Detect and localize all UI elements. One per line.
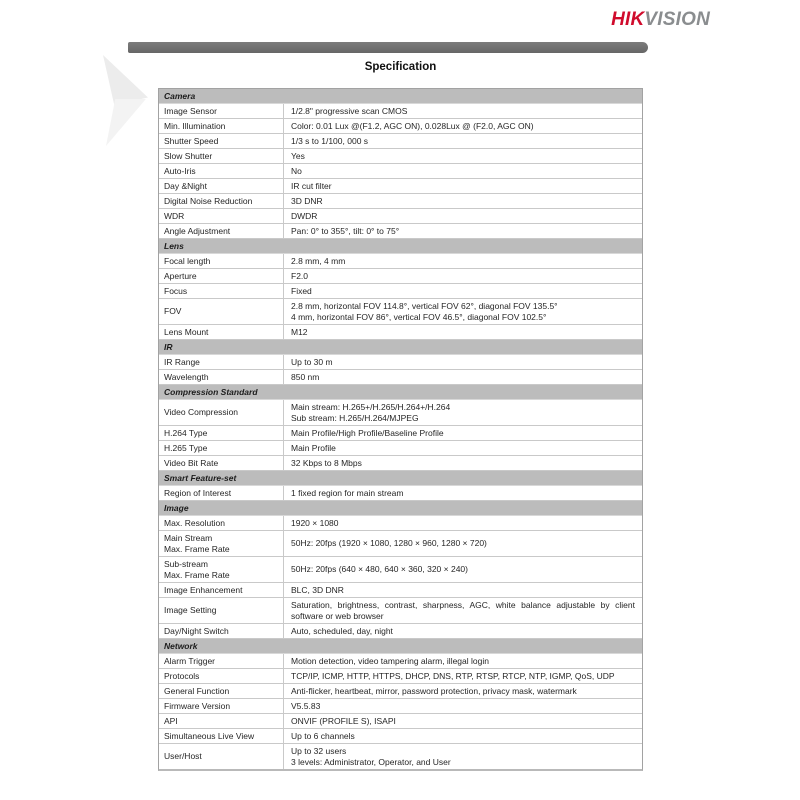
spec-value-line: Auto, scheduled, day, night [291, 625, 393, 636]
spec-value [284, 684, 642, 698]
spec-value-line: Main stream: H.265+/H.265/H.264+/H.264 [291, 401, 451, 412]
spec-label [159, 669, 284, 683]
spec-label-line: Video Bit Rate [164, 457, 219, 468]
spec-label-line: WDR [164, 210, 185, 221]
spec-value-line: Saturation, brightness, contrast, sharpness, AGC, white balance adjustable by client software or web browser [291, 599, 635, 621]
spec-label-line: Protocols [164, 670, 200, 681]
spec-row-main-stream [159, 531, 642, 557]
spec-value-line: 1 fixed region for main stream [291, 487, 404, 498]
spec-label-line: User/Host [164, 751, 202, 761]
spec-value [284, 104, 642, 118]
spec-value [284, 164, 642, 178]
spec-value [284, 669, 642, 683]
spec-row-video-compression [159, 400, 642, 426]
hikvision-logo [611, 9, 710, 31]
spec-label [159, 325, 284, 339]
spec-label [159, 557, 284, 582]
spec-value-line: IR cut filter [291, 180, 332, 191]
spec-label-line: Focal length [164, 255, 211, 266]
spec-label [159, 714, 284, 728]
section-header-image: Image [159, 501, 642, 516]
spec-label-line: IR Range [164, 356, 200, 367]
spec-value [284, 194, 642, 208]
spec-label [159, 355, 284, 369]
spec-label [159, 370, 284, 384]
watermark-shape-icon [103, 55, 148, 105]
spec-label [159, 149, 284, 163]
section-header-smart-feature-set: Smart Feature-set [159, 471, 642, 486]
spec-value-line: 1/3 s to 1/100, 000 s [291, 135, 369, 146]
spec-value-line: 2.8 mm, horizontal FOV 114.8°, vertical FOV 62°, diagonal FOV 135.5° [291, 300, 558, 311]
spec-label-line: H.265 Type [164, 442, 208, 453]
spec-value [284, 370, 642, 384]
spec-value-line: Yes [291, 150, 305, 161]
spec-label [159, 104, 284, 118]
page-title: Specification [364, 61, 437, 73]
spec-row-simultaneous-live-view [159, 729, 642, 744]
spec-value-line: 32 Kbps to 8 Mbps [291, 457, 362, 468]
spec-label-line: Region of Interest [164, 487, 232, 498]
spec-value-line: 3 levels: Administrator, Operator, and User [291, 756, 451, 767]
spec-row-image-setting [159, 598, 642, 624]
spec-row-h-264-type [159, 426, 642, 441]
spec-value-line: BLC, 3D DNR [291, 584, 344, 595]
spec-value [284, 714, 642, 728]
spec-label [159, 179, 284, 193]
spec-label [159, 426, 284, 440]
spec-value-line: Main Profile/High Profile/Baseline Profile [291, 427, 444, 438]
spec-label-line: H.264 Type [164, 427, 208, 438]
section-header-camera: Camera [159, 89, 642, 104]
spec-label [159, 209, 284, 223]
spec-value [284, 531, 642, 556]
spec-row-user-host [159, 744, 642, 769]
spec-label [159, 119, 284, 133]
spec-row-ir-range [159, 355, 642, 370]
spec-label-line: Max. Resolution [164, 517, 225, 528]
spec-label [159, 516, 284, 530]
spec-row-alarm-trigger [159, 654, 642, 669]
spec-label-line: Digital Noise Reduction [164, 195, 253, 206]
spec-row-image-sensor [159, 104, 642, 119]
spec-label-line: Simultaneous Live View [164, 730, 255, 741]
spec-label-line: Focus [164, 285, 188, 296]
spec-row-max-resolution [159, 516, 642, 531]
spec-value-line: Fixed [291, 285, 312, 296]
logo-hik-text: HIK [611, 9, 645, 30]
spec-label [159, 624, 284, 638]
spec-row-h-265-type [159, 441, 642, 456]
spec-value [284, 284, 642, 298]
spec-value-line: Pan: 0° to 355°, tilt: 0° to 75° [291, 225, 400, 236]
spec-label [159, 486, 284, 500]
spec-label [159, 684, 284, 698]
spec-value-line: 1920 × 1080 [291, 517, 339, 528]
spec-value [284, 699, 642, 713]
spec-row-slow-shutter [159, 149, 642, 164]
spec-label [159, 400, 284, 425]
spec-label [159, 269, 284, 283]
spec-value-line: Anti-flicker, heartbeat, mirror, password protection, privacy mask, watermark [291, 685, 577, 696]
spec-value [284, 299, 642, 324]
spec-row-day-night [159, 179, 642, 194]
spec-value [284, 209, 642, 223]
spec-row-region-of-interest [159, 486, 642, 501]
spec-value-line: 3D DNR [291, 195, 323, 206]
spec-value-line: 4 mm, horizontal FOV 86°, vertical FOV 46.5°, diagonal FOV 102.5° [291, 311, 547, 322]
spec-value-line: 50Hz: 20fps (640 × 480, 640 × 360, 320 × 240) [291, 564, 468, 574]
spec-label-line: Image Setting [164, 605, 217, 615]
spec-label [159, 583, 284, 597]
spec-label-line: Min. Illumination [164, 120, 226, 131]
spec-value-line: Motion detection, video tampering alarm, illegal login [291, 655, 489, 666]
spec-label [159, 598, 284, 623]
spec-label-line: Sub-stream [164, 558, 208, 569]
spec-value [284, 441, 642, 455]
spec-label-line: Angle Adjustment [164, 225, 231, 236]
spec-label-line: FOV [164, 306, 182, 316]
spec-value [284, 486, 642, 500]
spec-label-line: Shutter Speed [164, 135, 219, 146]
spec-row-api [159, 714, 642, 729]
spec-value [284, 400, 642, 425]
spec-value-line: Sub stream: H.265/H.264/MJPEG [291, 412, 419, 423]
spec-value [284, 426, 642, 440]
spec-label [159, 254, 284, 268]
spec-label [159, 729, 284, 743]
spec-value-line: Up to 30 m [291, 356, 333, 367]
spec-label [159, 699, 284, 713]
spec-label-line: Wavelength [164, 371, 209, 382]
spec-row-image-enhancement [159, 583, 642, 598]
spec-value-line: 2.8 mm, 4 mm [291, 255, 346, 266]
spec-label-line: Lens Mount [164, 326, 209, 337]
spec-label-line: Image Enhancement [164, 584, 243, 595]
spec-label-line: Auto-Iris [164, 165, 196, 176]
spec-value [284, 119, 642, 133]
spec-label [159, 164, 284, 178]
spec-label-line: Max. Frame Rate [164, 543, 230, 554]
spec-value [284, 557, 642, 582]
logo-vision-text: VISION [644, 9, 710, 30]
spec-value-line: TCP/IP, ICMP, HTTP, HTTPS, DHCP, DNS, RTP, RTSP, RTCP, NTP, IGMP, QoS, UDP [291, 670, 615, 681]
spec-row-sub-stream [159, 557, 642, 583]
spec-label-line: Aperture [164, 270, 197, 281]
spec-value [284, 355, 642, 369]
spec-row-focal-length [159, 254, 642, 269]
spec-value-line: No [291, 165, 302, 176]
spec-value-line: Main Profile [291, 442, 336, 453]
section-header-network: Network [159, 639, 642, 654]
spec-value [284, 134, 642, 148]
spec-value-line: F2.0 [291, 270, 309, 281]
spec-label [159, 744, 284, 769]
spec-value [284, 598, 642, 623]
spec-value [284, 744, 642, 769]
spec-row-focus [159, 284, 642, 299]
spec-row-shutter-speed [159, 134, 642, 149]
spec-row-auto-iris [159, 164, 642, 179]
spec-value-line: Color: 0.01 Lux @(F1.2, AGC ON), 0.028Lux @ (F2.0, AGC ON) [291, 120, 534, 131]
spec-table [158, 88, 643, 771]
spec-value [284, 516, 642, 530]
spec-value-line: DWDR [291, 210, 318, 221]
spec-value [284, 325, 642, 339]
spec-label-line: Video Compression [164, 407, 239, 417]
spec-row-general-function [159, 684, 642, 699]
spec-value [284, 624, 642, 638]
section-header-lens: Lens [159, 239, 642, 254]
section-header-compression-standard: Compression Standard [159, 385, 642, 400]
spec-row-fov [159, 299, 642, 325]
spec-row-protocols [159, 669, 642, 684]
spec-label [159, 134, 284, 148]
spec-label [159, 299, 284, 324]
spec-label-line: Day &Night [164, 180, 207, 191]
spec-label [159, 654, 284, 668]
spec-value [284, 224, 642, 238]
spec-label-line: Slow Shutter [164, 150, 213, 161]
spec-row-firmware-version [159, 699, 642, 714]
spec-value [284, 456, 642, 470]
spec-label [159, 456, 284, 470]
spec-row-wavelength [159, 370, 642, 385]
spec-value-line: Up to 6 channels [291, 730, 355, 741]
section-header-ir: IR [159, 340, 642, 355]
spec-value-line: V5.5.83 [291, 700, 321, 711]
spec-value-line: ONVIF (PROFILE S), ISAPI [291, 715, 396, 726]
spec-label [159, 224, 284, 238]
spec-label-line: Firmware Version [164, 700, 231, 711]
spec-row-wdr [159, 209, 642, 224]
header-divider-bar [128, 42, 648, 53]
spec-label-line: Image Sensor [164, 105, 217, 116]
spec-label [159, 194, 284, 208]
spec-row-video-bit-rate [159, 456, 642, 471]
spec-label-line: Max. Frame Rate [164, 569, 230, 580]
spec-value [284, 269, 642, 283]
spec-label [159, 531, 284, 556]
spec-label [159, 284, 284, 298]
spec-value [284, 179, 642, 193]
spec-value-line: 50Hz: 20fps (1920 × 1080, 1280 × 960, 1280 × 720) [291, 538, 487, 548]
spec-value [284, 583, 642, 597]
spec-row-angle-adjustment [159, 224, 642, 239]
watermark-shape-icon [106, 99, 148, 146]
spec-value-line: 1/2.8" progressive scan CMOS [291, 105, 408, 116]
spec-row-min-illumination [159, 119, 642, 134]
spec-label-line: General Function [164, 685, 230, 696]
spec-row-aperture [159, 269, 642, 284]
spec-row-digital-noise-reduction [159, 194, 642, 209]
spec-label-line: Day/Night Switch [164, 625, 229, 636]
spec-value-line: 850 nm [291, 371, 320, 382]
spec-value [284, 254, 642, 268]
spec-label-line: API [164, 715, 178, 726]
spec-label-line: Main Stream [164, 532, 213, 543]
spec-value [284, 729, 642, 743]
spec-value [284, 149, 642, 163]
spec-value-line: Up to 32 users [291, 745, 347, 756]
spec-label-line: Alarm Trigger [164, 655, 216, 666]
spec-value-line: M12 [291, 326, 308, 337]
spec-label [159, 441, 284, 455]
spec-row-lens-mount [159, 325, 642, 340]
spec-value [284, 654, 642, 668]
spec-row-day-night-switch [159, 624, 642, 639]
